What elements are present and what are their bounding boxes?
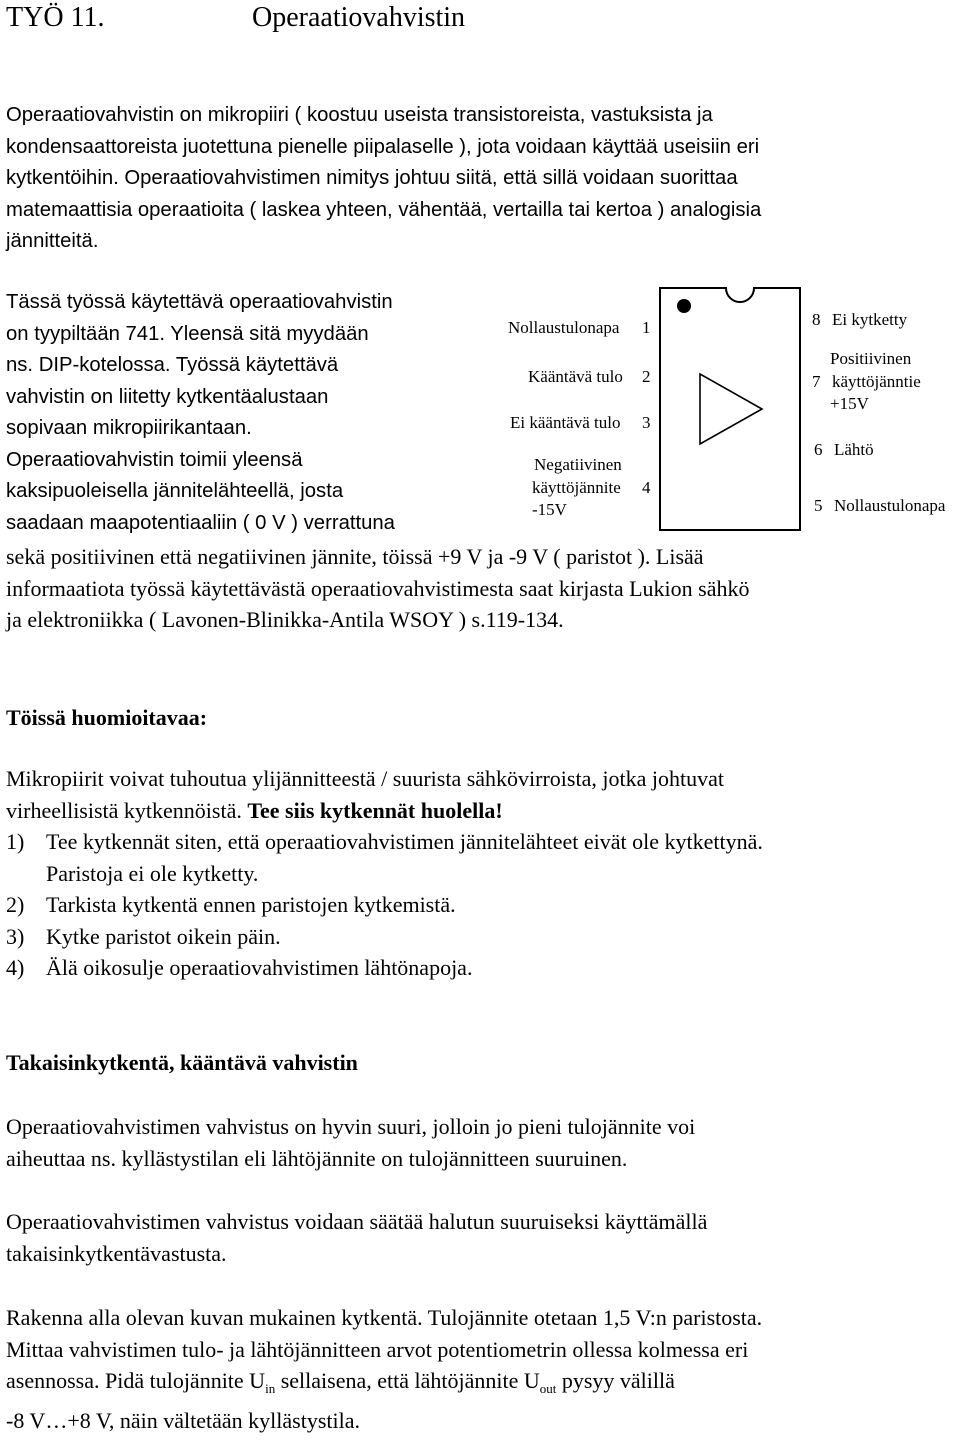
pin-7-label: Positiivinen [830, 349, 912, 368]
list-text: Paristoja ei ole kytketty. [46, 860, 259, 886]
feedback-paragraph-2 [6, 1206, 707, 1269]
list-item [6, 889, 763, 921]
feedback-text: sellaisena, että lähtöjännite U [275, 1368, 540, 1393]
side-line: vahvistin on liitetty kytkentäalustaan [6, 385, 329, 408]
pin-3-label: Ei kääntävä tulo [510, 413, 621, 432]
intro-line: Operaatiovahvistin on mikropiiri ( koostuu useista transistoreista, vastuksista ja [6, 104, 713, 126]
list-number: 4) [6, 955, 25, 980]
warning-line [6, 795, 763, 827]
pin-8-number: 8 [812, 310, 821, 329]
intro-line: matemaattisia operaatioita ( laskea yhteen, vähentää, vertailla tai kertoa ) analogisia [6, 198, 762, 221]
feedback-line: aiheuttaa ns. kyllästystilan eli lähtöjännite on tulojännitteen suuruinen. [6, 1145, 628, 1171]
pin-1-label: Nollaustulonapa [508, 318, 620, 337]
pin-8-label: Ei kytketty [832, 310, 908, 329]
continuation-line: sekä positiivinen että negatiivinen jännite, töissä +9 V ja -9 V ( paristot ). Lisää [6, 544, 704, 569]
feedback-paragraph-3 [6, 1302, 762, 1436]
work-number: TYÖ 11. [6, 2, 105, 33]
notes-heading: Töissä huomioitavaa: [6, 705, 208, 730]
side-line: sopivaan mikropiirikantaan. [6, 417, 252, 439]
list-number: 3) [6, 923, 25, 949]
feedback-text: asennossa. Pidä tulojännite U [6, 1368, 266, 1393]
continuation-line: ja elektroniikka ( Lavonen-Blinikka-Antila WSOY ) s.119-134. [6, 607, 564, 632]
list-item [6, 921, 763, 953]
side-line: Tässä työssä käytettävä operaatiovahvistin [6, 291, 393, 313]
list-text: Tarkista kytkentä ennen paristojen kytkemistä. [46, 892, 456, 917]
warning-emphasis: Tee siis kytkennät huolella! [247, 797, 503, 823]
pin-4-label: käyttöjännite [532, 478, 621, 497]
warning-text: virheellisistä kytkennöistä. [6, 797, 248, 823]
list-text: Kytke paristot oikein päin. [46, 923, 281, 949]
intro-line: kondensaattoreista juotettuna pienelle piipalaselle ), jota voidaan käyttää useisiin eri [6, 135, 760, 158]
opamp-triangle-icon [700, 374, 762, 444]
pin-2-label: Kääntävä tulo [528, 367, 623, 386]
page-title: Operaatiovahvistin [252, 2, 466, 33]
list-text: Tee kytkennät siten, että operaatiovahvistimen jännitelähteet eivät ole kytkettynä. [46, 829, 763, 854]
dip-package-outline [660, 288, 800, 530]
pin-5-number: 5 [814, 496, 823, 515]
side-line: Operaatiovahvistin toimii yleensä [6, 448, 303, 471]
feedback-line: Operaatiovahvistimen vahvistus on hyvin suuri, jolloin jo pieni tulojännite voi [6, 1114, 696, 1139]
output-voltage-subscript: out [539, 1381, 557, 1396]
warning-line: Mikropiirit voivat tuhoutua ylijännitteestä / suurista sähkövirroista, jotka johtuvat [6, 766, 724, 791]
intro-line: jännitteitä. [6, 230, 99, 252]
list-text: Älä oikosulje operaatiovahvistimen lähtönapoja. [46, 955, 473, 980]
list-number: 2) [6, 892, 25, 917]
pin-3-number: 3 [642, 413, 651, 432]
feedback-line: Operaatiovahvistimen vahvistus voidaan säätää halutun suuruiseksi käyttämällä [6, 1209, 708, 1234]
pin-5-label: Nollaustulonapa [834, 496, 946, 515]
header [6, 0, 466, 36]
continuation-line: informaatiota työssä käytettävästä operaatiovahvistimesta saat kirjasta Lukion sähkö [6, 575, 750, 601]
pin-7-label: +15V [830, 394, 869, 413]
list-number: 1) [6, 829, 25, 854]
pin-1-number: 1 [642, 318, 651, 337]
pin-6-label: Lähtö [834, 440, 874, 459]
feedback-line: Mittaa vahvistimen tulo- ja lähtöjännitteen arvot potentiometrin ollessa kolmessa eri [6, 1336, 749, 1362]
pin-7-number: 7 [812, 372, 821, 391]
feedback-line: takaisinkytkentävastusta. [6, 1240, 227, 1266]
pin-2-number: 2 [642, 367, 651, 386]
side-line: on tyypiltään 741. Yleensä sitä myydään [6, 322, 369, 345]
feedback-line: Rakenna alla olevan kuvan mukainen kytkentä. Tulojännite otetaan 1,5 V:n paristosta. [6, 1305, 763, 1330]
side-line: saadaan maapotentiaaliin ( 0 V ) verrattuna [6, 511, 395, 534]
intro-paragraph [6, 100, 761, 258]
side-line: kaksipuoleisella jännitelähteellä, josta [6, 480, 344, 502]
notes-warning [6, 763, 763, 984]
intro-line: kytkentöihin. Operaatiovahvistimen nimitys johtuu siitä, että sillä voidaan suorittaa [6, 167, 738, 189]
pin-7-label: käyttöjänntie [832, 372, 921, 391]
pin1-dot-icon [677, 299, 691, 313]
feedback-paragraph-1 [6, 1111, 695, 1174]
pin-4-label: Negatiivinen [534, 455, 622, 474]
feedback-text: pysyy välillä [556, 1368, 675, 1393]
side-paragraph-continuation [6, 541, 750, 636]
list-item [6, 826, 763, 889]
pin-4-number: 4 [642, 478, 651, 497]
pin-6-number: 6 [814, 440, 823, 459]
list-item [6, 952, 763, 984]
side-paragraph [6, 287, 395, 539]
pin-4-label: -15V [532, 500, 567, 519]
feedback-heading: Takaisinkytkentä, kääntävä vahvistin [6, 1050, 358, 1075]
input-voltage-subscript: in [265, 1381, 276, 1396]
feedback-line [6, 1365, 762, 1405]
side-line: ns. DIP-kotelossa. Työssä käytettävä [6, 354, 339, 376]
opamp-pinout-diagram [500, 282, 960, 542]
feedback-line: -8 V…+8 V, näin vältetään kyllästystila. [6, 1407, 360, 1433]
